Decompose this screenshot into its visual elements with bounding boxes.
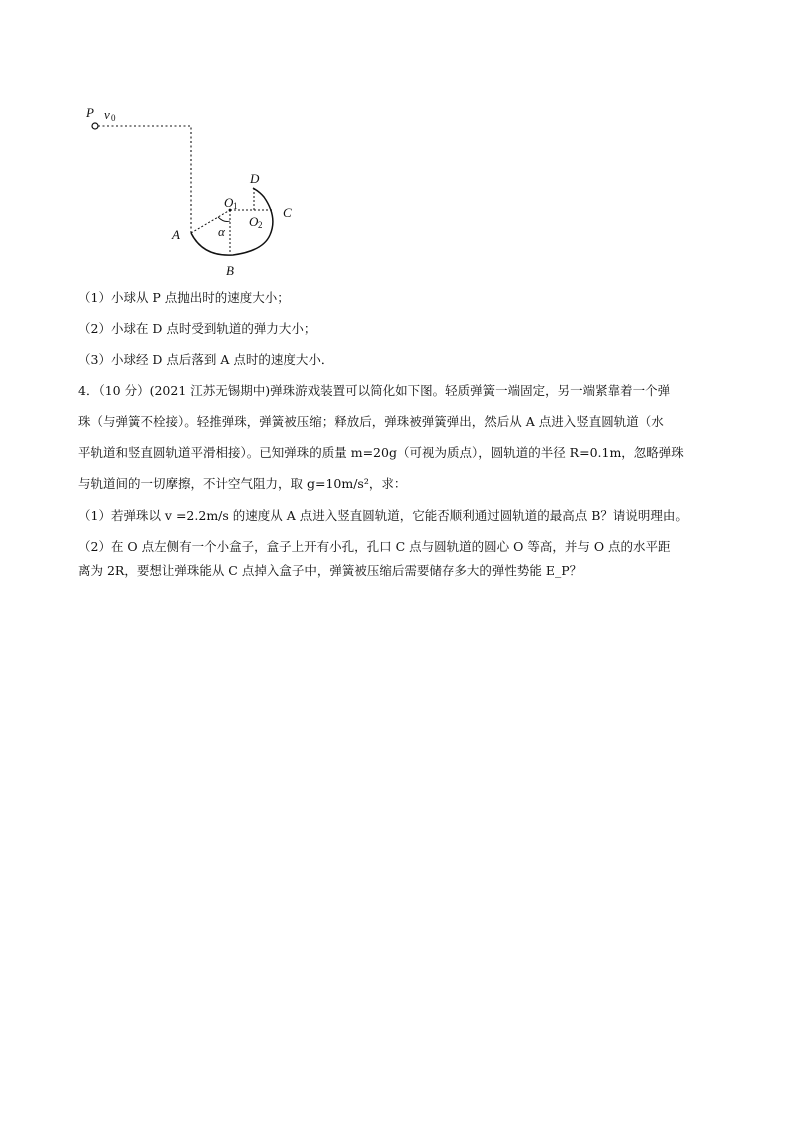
track-diagram-svg (78, 95, 318, 285)
question3-part3: （3）小球经 D 点后落到 A 点时的速度大小． (78, 352, 334, 367)
label-o1: O (224, 195, 234, 210)
question4-part2-line2: 离为 2R，要想让弹珠能从 C 点掉入盒子中，弹簧被压缩后需要储存多大的弹性势能 E_P？ (78, 563, 583, 578)
label-p: P (86, 105, 94, 120)
label-a: A (172, 227, 180, 242)
question4-line1: 4．（10 分）(2021 江苏无锡期中)弹珠游戏装置可以简化如下图。轻质弹簧一端固定，另一端紧靠着一个弹 (78, 383, 671, 398)
label-d: D (250, 171, 260, 186)
point-p-marker (92, 123, 98, 129)
label-o2-sub: 2 (258, 220, 263, 230)
dotted-trajectory (98, 126, 191, 233)
label-v: v (104, 107, 110, 122)
question4-line3: 平轨道和竖直圆轨道平滑相接）。已知弹珠的质量 m=20g（可视为质点），圆轨道的半径 R=0.1m，忽略弹珠 (78, 445, 684, 460)
label-o2: O (249, 214, 259, 229)
question3-part1: （1）小球从 P 点抛出时的速度大小； (78, 290, 290, 305)
question4-line2: 珠（与弹簧不栓接）。轻推弹珠，弹簧被压缩；释放后，弹珠被弹簧弹出，然后从 A 点进入竖直圆轨道（水 (78, 414, 664, 429)
question3-part2: （2）小球在 D 点时受到轨道的弹力大小； (78, 321, 317, 336)
question4-part1: （1）若弹珠以 v =2.2m/s 的速度从 A 点进入竖直圆轨道，它能否顺利通过圆轨道的最高点 B？请说明理由。 (78, 508, 688, 523)
angle-arc (218, 217, 230, 222)
question4-line4: 与轨道间的一切摩擦，不计空气阻力，取 g=10m/s²，求： (78, 476, 407, 491)
label-b: B (226, 263, 234, 278)
label-alpha: α (218, 224, 225, 239)
label-o1-sub: 1 (233, 201, 238, 211)
question4-part2-line1: （2）在 O 点左侧有一个小盒子，盒子上开有小孔，孔口 C 点与圆轨道的圆心 O 等高，并与 O 点的水平距 (78, 539, 671, 554)
label-c: C (283, 205, 292, 220)
track-diagram (78, 95, 318, 285)
label-v-sub: 0 (111, 113, 116, 123)
